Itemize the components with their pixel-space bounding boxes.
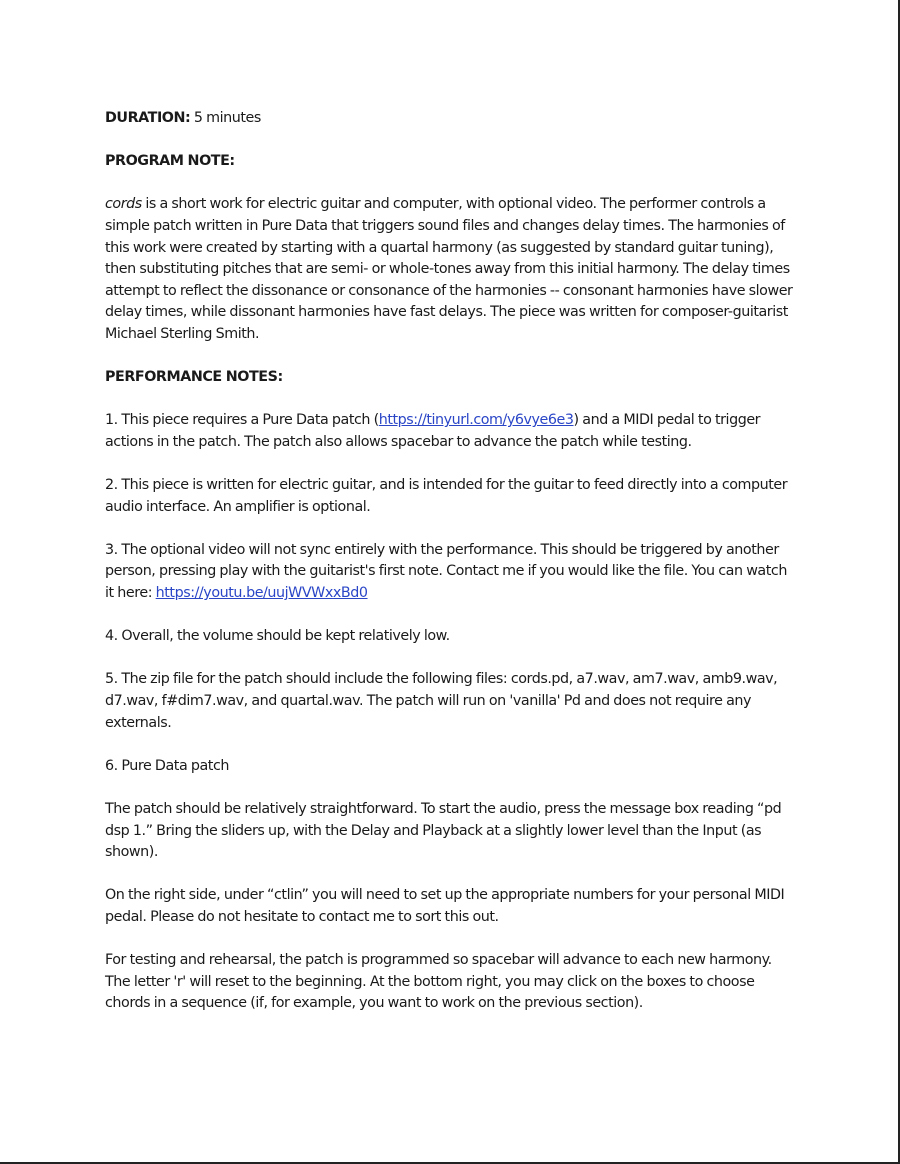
document-body	[105, 108, 795, 1037]
performance-note-6: 6. Pure Data patch	[105, 757, 229, 774]
performance-note-1	[105, 410, 795, 453]
program-note-text: is a short work for electric guitar and computer, with optional video. The performer controls a simple patch written in Pure Data that triggers sound files and changes delay times. The harmonies of this work were created by starting with a quartal harmony (as suggested by standard guitar tuning), then substituting pitches that are semi- or whole-tones away from this initial harmony. The delay times attempt to reflect the dissonance or consonance of the harmonies -- consonant harmonies have slower delay times, while dissonant harmonies have fast delays. The piece was written for composer-guitarist Michael Sterling Smith.	[105, 196, 793, 342]
note-3-text: 3. The optional video will not sync entirely with the performance. This should be triggered by another person, pressing play with the guitarist's first note. Contact me if you would like the file. You can watch it here:	[105, 541, 787, 602]
work-title: cords	[105, 196, 142, 213]
performance-note-3	[105, 540, 795, 605]
duration-line	[105, 108, 795, 130]
pure-data-patch-link[interactable]: https://tinyurl.com/y6vye6e3	[378, 412, 574, 429]
duration-label: DURATION:	[105, 110, 191, 126]
duration-value: 5 minutes	[190, 110, 261, 126]
ctlin-paragraph: On the right side, under “ctlin” you will need to set up the appropriate numbers for your personal MIDI pedal. Please do not hesitate to contact me to sort this out.	[105, 887, 785, 925]
performance-note-5: 5. The zip file for the patch should include the following files: cords.pd, a7.wav, am7.wav, amb9.wav, d7.wav, f#dim7.wav, and quartal.wav. The patch will run on 'vanilla' Pd and does not require any externals.	[105, 671, 778, 731]
performance-notes-heading: PERFORMANCE NOTES:	[105, 369, 283, 386]
testing-paragraph: For testing and rehearsal, the patch is programmed so spacebar will advance to each new harmony. The letter 'r' will reset to the beginning. At the bottom right, you may click on the boxes to choose chords in a sequence (if, for example, you want to work on the previous section).	[105, 952, 772, 1012]
performance-note-4: 4. Overall, the volume should be kept relatively low.	[105, 628, 450, 645]
video-link[interactable]: https://youtu.be/uujWVWxxBd0	[155, 585, 368, 602]
program-note-paragraph	[105, 194, 795, 345]
patch-paragraph: The patch should be relatively straightforward. To start the audio, press the message box reading “pd dsp 1.” Bring the sliders up, with the Delay and Playback at a slightly lower level than the Input (as shown).	[105, 801, 782, 861]
note-1-text-after: ) and a MIDI pedal to trigger actions in the patch. The patch also allows spacebar to advance the patch while testing.	[105, 412, 761, 450]
program-note-heading: PROGRAM NOTE:	[105, 153, 235, 170]
note-1-text-before: 1. This piece requires a Pure Data patch (	[105, 412, 379, 429]
performance-note-2: 2. This piece is written for electric guitar, and is intended for the guitar to feed directly into a computer audio interface. An amplifier is optional.	[105, 477, 788, 515]
